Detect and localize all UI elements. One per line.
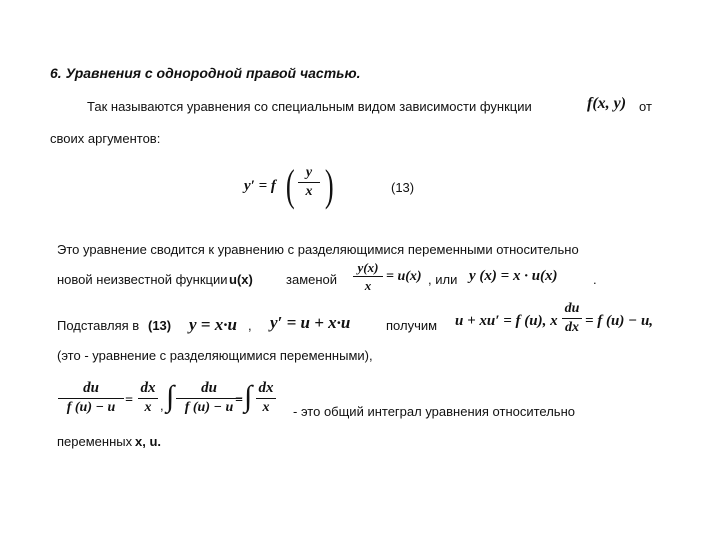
f1-numerator: du xyxy=(83,380,99,396)
fraction-bar xyxy=(256,398,276,399)
f2-numerator-2: dx xyxy=(258,380,274,396)
p2-line1: Это уравнение сводится к уравнению с разделяющимися переменными относительно xyxy=(57,242,579,257)
dx-over-x-fraction-1 xyxy=(138,381,158,415)
dx-denominator: dx xyxy=(565,320,579,335)
eq13-fraction xyxy=(298,166,320,199)
dx-over-x-fraction-2 xyxy=(256,381,276,415)
du-numerator: du xyxy=(564,301,580,316)
p3-ref: (13) xyxy=(148,318,172,333)
f2-denominator-2: x xyxy=(262,400,270,415)
du-dx-fraction xyxy=(562,302,582,335)
substitution-fraction xyxy=(353,261,383,292)
p4-tail: - это общий интеграл уравнения относительно xyxy=(293,404,575,419)
fraction-bar xyxy=(176,398,242,399)
intro-after: от xyxy=(639,99,652,114)
fraction-bar xyxy=(58,398,124,399)
p4-line2-pre: переменных xyxy=(57,434,133,449)
fraction-bar xyxy=(353,276,383,277)
f1-denominator: f (u) − u xyxy=(66,400,116,415)
p3-pre: Подставляя в xyxy=(57,318,140,333)
p2-u-of-x: u(x) xyxy=(229,272,253,287)
eq13-numerator: y xyxy=(305,165,313,180)
intro-line2: своих аргументов: xyxy=(50,131,161,146)
left-paren: ( xyxy=(285,161,295,210)
eq13-denominator: x xyxy=(305,184,313,199)
fraction-bar xyxy=(298,182,320,183)
du-over-fu-fraction xyxy=(58,381,124,415)
separator-comma: , xyxy=(160,398,164,413)
p3-get: получим xyxy=(386,318,438,333)
p3-comma: , xyxy=(248,318,252,333)
fraction-bar xyxy=(562,318,582,319)
p3-eq2: y′ = u + x·u xyxy=(270,313,351,332)
subst-denominator: x xyxy=(364,278,372,293)
subst-numerator: y(x) xyxy=(357,260,379,275)
f1-numerator-2: du xyxy=(201,380,217,396)
equals-2: = xyxy=(235,393,243,408)
function-fxy: f(x, y) xyxy=(587,95,627,112)
subst-rhs: = u(x) xyxy=(386,269,422,284)
p3-eq3: u + xu′ = f (u), x xyxy=(455,313,558,329)
section-heading: 6. Уравнения с однородной правой частью. xyxy=(50,65,361,81)
p3-eq3-rhs: = f (u) − u, xyxy=(585,313,654,329)
fraction-bar xyxy=(138,398,158,399)
equals-1: = xyxy=(125,393,133,408)
p4-vars: x, u. xyxy=(135,434,162,449)
integral-sign-1: ∫ xyxy=(166,380,175,413)
p3-note: (это - уравнение с разделяющимися переменными), xyxy=(57,348,373,363)
subst2: y (x) = x · u(x) xyxy=(469,268,558,284)
f2-numerator: dx xyxy=(140,380,156,396)
eq13-lhs: y′ = f xyxy=(244,178,276,194)
eq13-label: (13) xyxy=(391,180,415,195)
p3-eq1: y = x·u xyxy=(189,315,237,334)
right-paren: ) xyxy=(324,161,334,210)
p2-line2-pre: новой неизвестной функции xyxy=(57,272,228,287)
f2-denominator: x xyxy=(144,400,152,415)
intro-text: Так называются уравнения со специальным видом зависимости функции xyxy=(87,99,532,114)
f1-denominator-2: f (u) − u xyxy=(184,400,234,415)
du-over-fu-fraction-2 xyxy=(176,381,242,415)
integral-sign-2: ∫ xyxy=(244,380,253,413)
p2-or: , или xyxy=(428,272,458,287)
p2-line2-mid: заменой xyxy=(286,272,338,287)
p2-end: . xyxy=(593,272,597,287)
